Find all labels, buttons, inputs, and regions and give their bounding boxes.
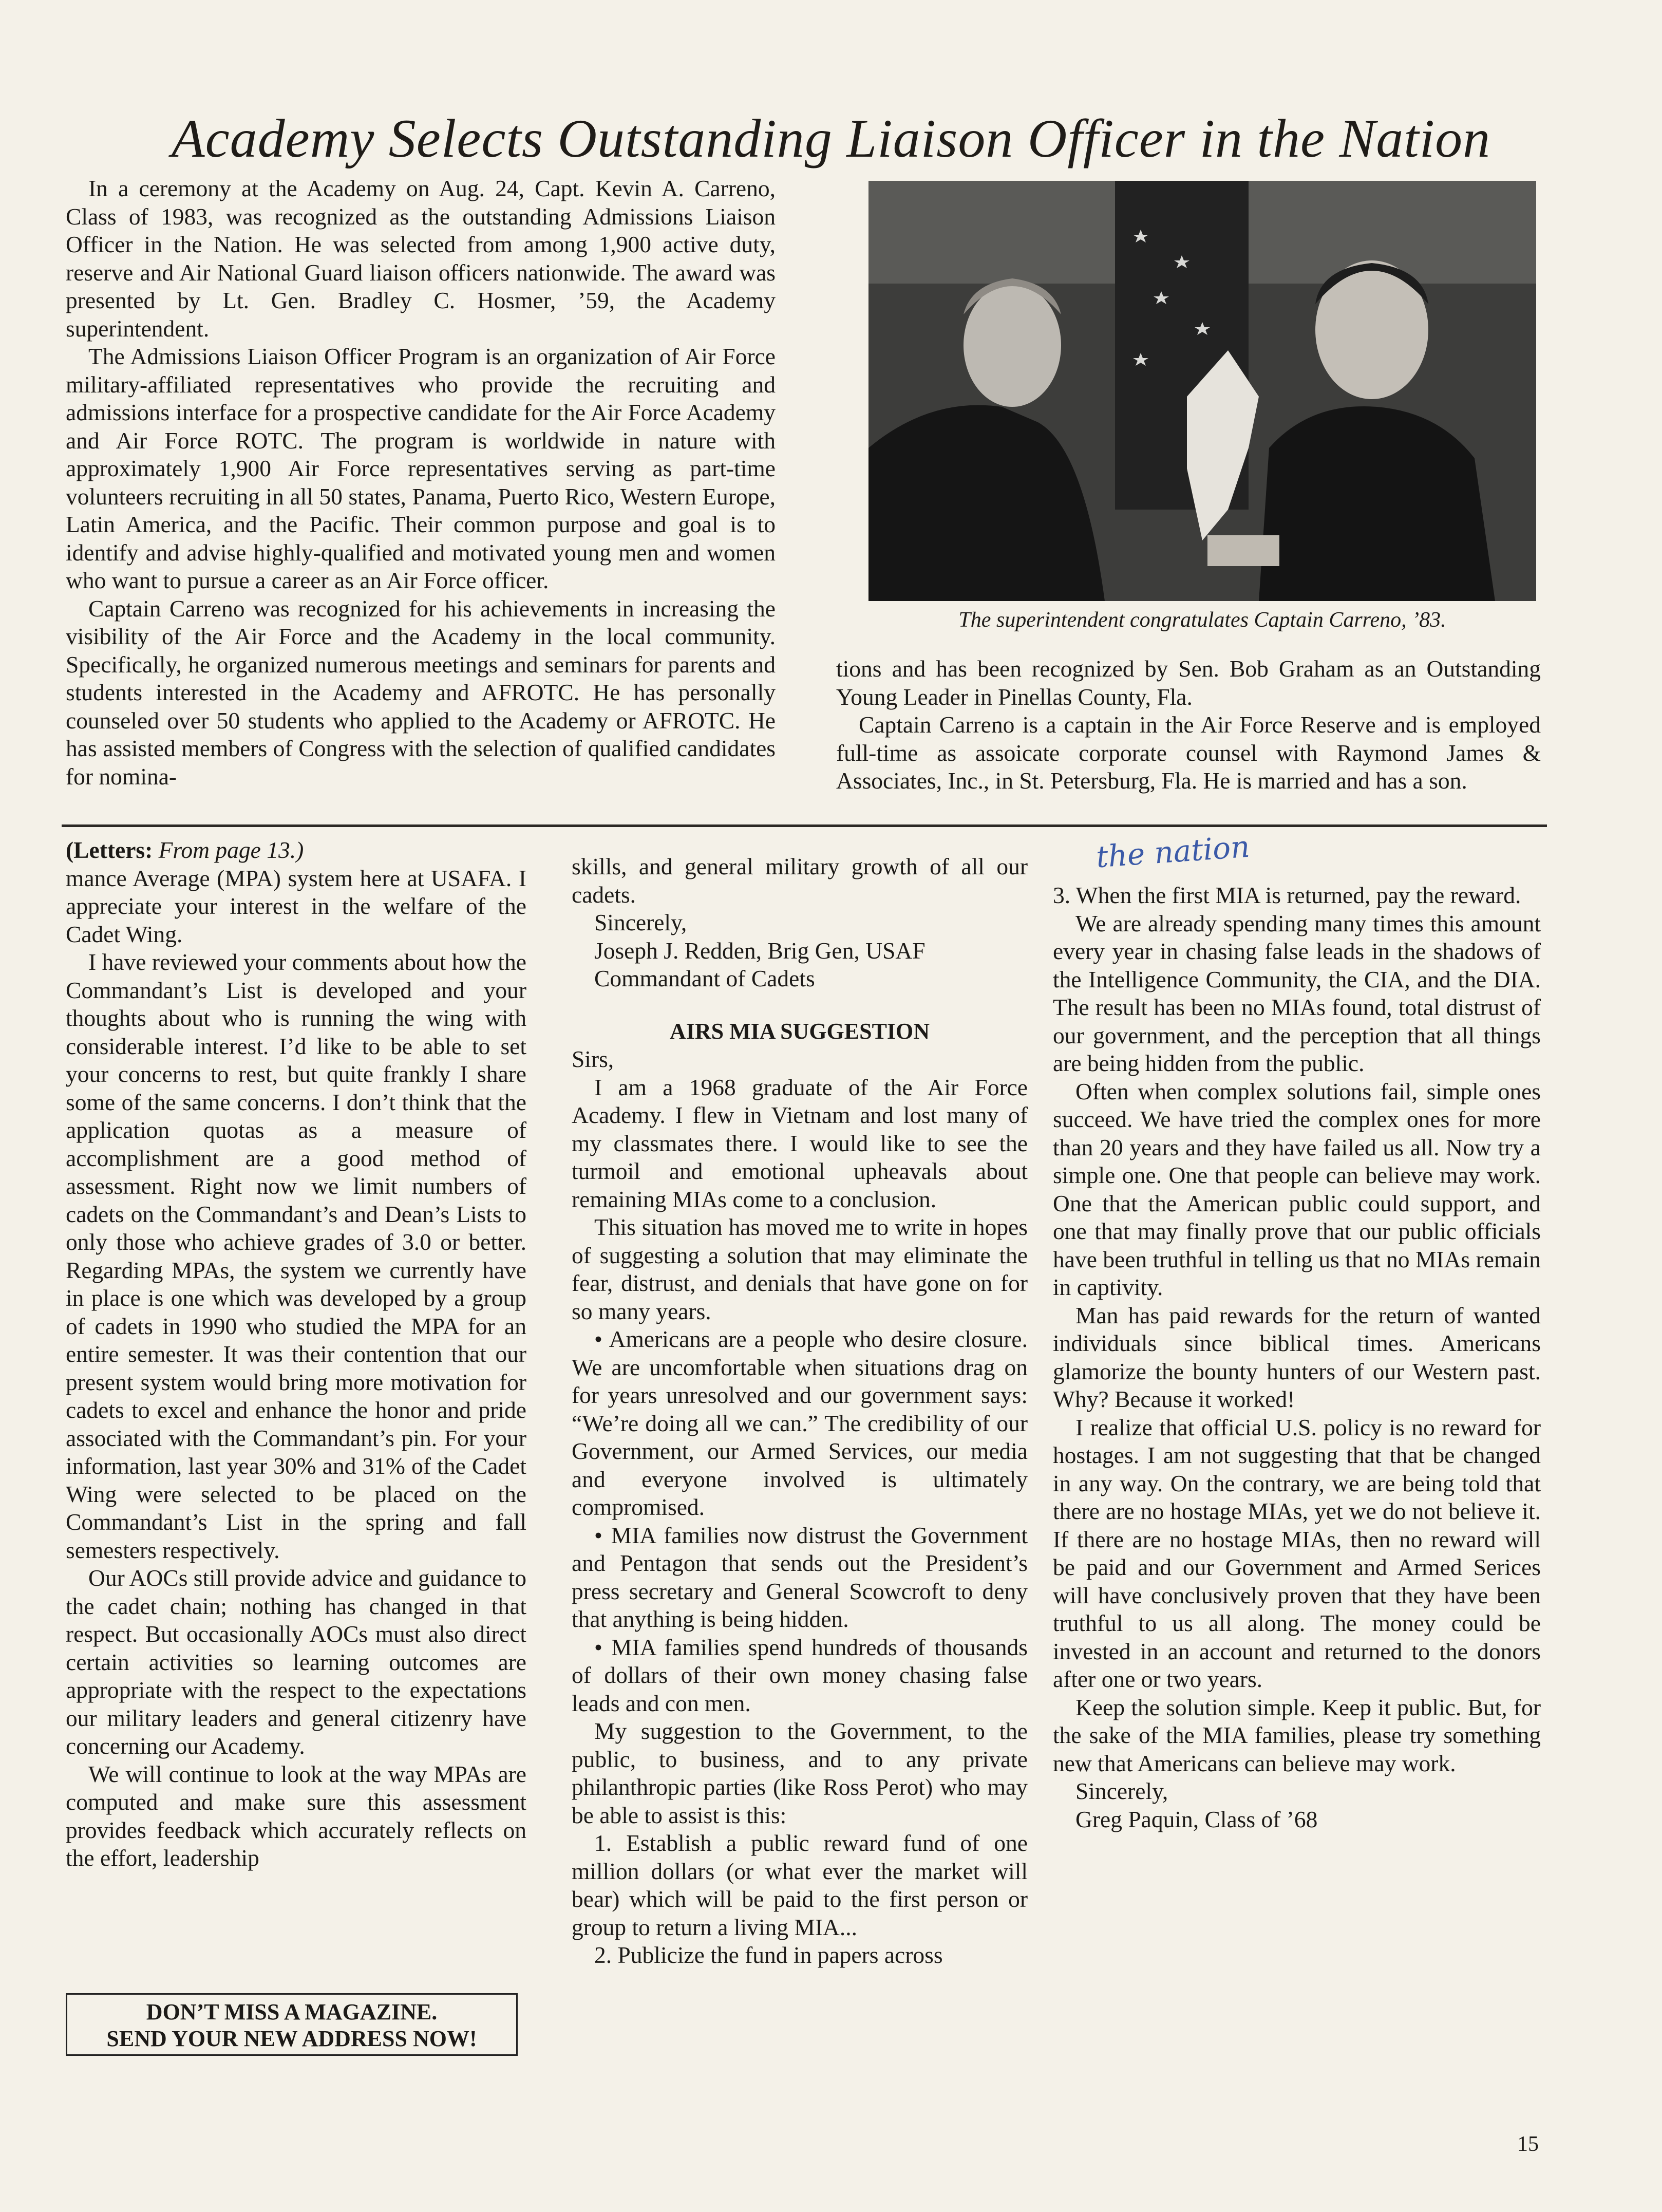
article-paragraph: Captain Carreno was recognized for his achievements in increasing the visibility of the Air Force and the Academy in the local community. Specifically, he organized numerous meetings and seminars for parents and students interested in the Academy and AFROTC. He has personally counseled over 50 students who applied to the Academy or AFROTC. He has assisted members of Congress with the selection of qualified candidates for nomina- — [66, 595, 776, 790]
signoff-line: Joseph J. Redden, Brig Gen, USAF — [594, 937, 926, 964]
signoff-line: Sincerely, — [594, 909, 687, 935]
letter-paragraph: I am a 1968 graduate of the Air Force Academy. I flew in Vietnam and lost many of my classmates there. I would like to see the turmoil and emotional upheavals about remaining MIAs come to a conclusion. — [572, 1074, 1028, 1212]
callout-line: SEND YOUR NEW ADDRESS NOW! — [106, 2026, 477, 2051]
letter-paragraph: skills, and general military growth of all our cadets. — [572, 853, 1028, 908]
letter-paragraph: • MIA families spend hundreds of thousands of dollars of their own money chasing false leads and con men. — [572, 1634, 1028, 1716]
letters-head-ref: From page 13.) — [158, 837, 304, 863]
letter-paragraph: • MIA families now distrust the Government and Pentagon that sends out the President’s press secretary and General Scowcroft to deny that anything is being hidden. — [572, 1522, 1028, 1632]
letter-paragraph: 2. Publicize the fund in papers across — [594, 1942, 943, 1968]
signoff-line: Commandant of Cadets — [594, 965, 815, 991]
letter-paragraph: This situation has moved me to write in hopes of suggesting a solution that may eliminate the fear, distrust, and denials that have gone on for so many years. — [572, 1214, 1028, 1324]
photo-caption: The superintendent congratulates Captain Carreno, ’83. — [958, 608, 1446, 632]
signoff-line: Greg Paquin, Class of ’68 — [1075, 1806, 1318, 1832]
letter-paragraph: I realize that official U.S. policy is no reward for hostages. I am not suggesting that that be changed in any way. On the contrary, we are being told that there are no hostage MIAs, yet we do not believe it. If there are no hostage MIAs, then no reward will be paid and our Government and Armed Serices will have conclusively proven that they have been truthful to us all along. The money could be invested in an account and returned to the donors after one or two years. — [1053, 1414, 1541, 1692]
letter-paragraph: Keep the solution simple. Keep it public. But, for the sake of the MIA families, please try something new that Americans can believe may work. — [1053, 1694, 1541, 1776]
letter-paragraph: We will continue to look at the way MPAs are computed and make sure this assessment provides feedback which accurately reflects on the effort, leadership — [66, 1760, 526, 1871]
letters-column-2 — [572, 853, 1028, 1970]
letter-paragraph: 3. When the first MIA is returned, pay the reward. — [1053, 882, 1521, 908]
callout-line: DON’T MISS A MAGAZINE. — [146, 1999, 438, 2024]
article-paragraph: In a ceremony at the Academy on Aug. 24, Capt. Kevin A. Carreno, Class of 1983, was recognized as the outstanding Admissions Liaison Officer in the Nation. He was selected from among 1,900 active duty, reserve and Air National Guard liaison officers nationwide. The award was presented by Lt. Gen. Bradley C. Hosmer, ’59, the Academy superintendent. — [66, 175, 776, 342]
article-right-column — [836, 655, 1541, 795]
article-paragraph: Captain Carreno is a captain in the Air Force Reserve and is employed full-time as assoicate corporate counsel with Raymond James & Associates, Inc., in St. Petersburg, Fla. He is married and has a son. — [836, 711, 1541, 794]
letter-paragraph: My suggestion to the Government, to the public, to business, and to any private philanthropic parties (like Ross Perot) who may be able to assist is this: — [572, 1718, 1028, 1828]
letters-column-3 — [1053, 882, 1541, 1833]
letter-paragraph: Often when complex solutions fail, simple ones succeed. We have tried the complex ones for more than 20 years and they have failed us all. Now try a simple one. One that people can believe may work. One that the American public could support, and one that may finally prove that our public officials have been truthful in telling us that no MIAs remain in captivity. — [1053, 1078, 1541, 1300]
letter-paragraph: We are already spending many times this amount every year in chasing false leads in the shadows of the Intelligence Community, the CIA, and the DIA. The result has been no MIAs found, total distrust of our government, and the perception that all things are being hidden from the public. — [1053, 910, 1541, 1076]
letter-paragraph: Our AOCs still provide advice and guidance to the cadet chain; nothing has changed in that respect. But occasionally AOCs must also direct certain activities so learning outcomes are appropriate with the respect to the expectations our military leaders and general citizenry have concerning our Academy. — [66, 1565, 526, 1759]
headline: Academy Selects Outstanding Liaison Officer in the Nation — [171, 108, 1491, 168]
address-change-callout — [66, 1993, 518, 2056]
letters-column-1 — [66, 836, 526, 1872]
article-paragraph: The Admissions Liaison Officer Program is an organization of Air Force military-affiliated representatives who provide the recruiting and admissions interface for a prospective candidate for the Air Force Academy and Air Force ROTC. The program is worldwide in nature with approximately 1,900 Air Force representatives serving as part-time volunteers recruiting in all 50 states, Panama, Puerto Rico, Western Europe, Latin America, and the Pacific. Their common purpose and goal is to identify and advise highly-qualified and motivated young men and women who want to pursue a career as an Air Force officer. — [66, 343, 776, 593]
salutation: Sirs, — [572, 1046, 614, 1072]
letter-paragraph: 1. Establish a public reward fund of one million dollars (or what ever the market will bear) which will be paid to the first person or group to return a living MIA... — [572, 1830, 1028, 1940]
handwritten-annotation: the nation — [1094, 829, 1251, 875]
page-number: 15 — [1517, 2132, 1539, 2156]
letters-continuation-head — [66, 836, 526, 865]
ceremony-photo — [868, 181, 1536, 601]
letter-paragraph: • Americans are a people who desire closure. We are uncomfortable when situations drag on for years unresolved and our government says: “We’re doing all we can.” The credibility of our Government, our Armed Services, our media and everyone involved is ultimately compromised. — [572, 1326, 1028, 1520]
photo-illustration — [868, 181, 1536, 601]
article-paragraph: tions and has been recognized by Sen. Bob Graham as an Outstanding Young Leader in Pinellas County, Fla. — [836, 655, 1541, 710]
signoff-line: Sincerely, — [1075, 1778, 1168, 1804]
letter-subhead: AIRS MIA SUGGESTION — [669, 1018, 930, 1044]
letter-paragraph: Man has paid rewards for the return of wanted individuals since biblical times. Americans glamorize the bounty hunters of our Western past. Why? Because it worked! — [1053, 1302, 1541, 1412]
letters-head-label: (Letters: — [66, 837, 153, 863]
section-divider — [62, 824, 1547, 827]
letter-paragraph: mance Average (MPA) system here at USAFA. I appreciate your interest in the welfare of the Cadet Wing. — [66, 865, 526, 947]
letter-paragraph: I have reviewed your comments about how the Commandant’s List is developed and your thoughts about who is running the wing with considerable interest. I’d like to be able to set your concerns to rest, but quite frankly I share some of the same concerns. I don’t think that the application quotas as a measure of accomplishment are a good method of assessment. Right now we limit numbers of cadets on the Commandant’s and Dean’s Lists to only those who achieve grades of 3.0 or better. Regarding MPAs, the system we currently have in place is one which was developed by a group of cadets in 1990 who studied the MPA for an entire semester. It was their contention that our present system would bring more motivation for cadets to excel and enhance the honor and pride associated with the Commandant’s pin. For your information, last year 30% and 31% of the Cadet Wing were selected to be placed on the Commandant’s List in the spring and fall semesters respectively. — [66, 949, 526, 1563]
article-left-column — [66, 175, 776, 791]
